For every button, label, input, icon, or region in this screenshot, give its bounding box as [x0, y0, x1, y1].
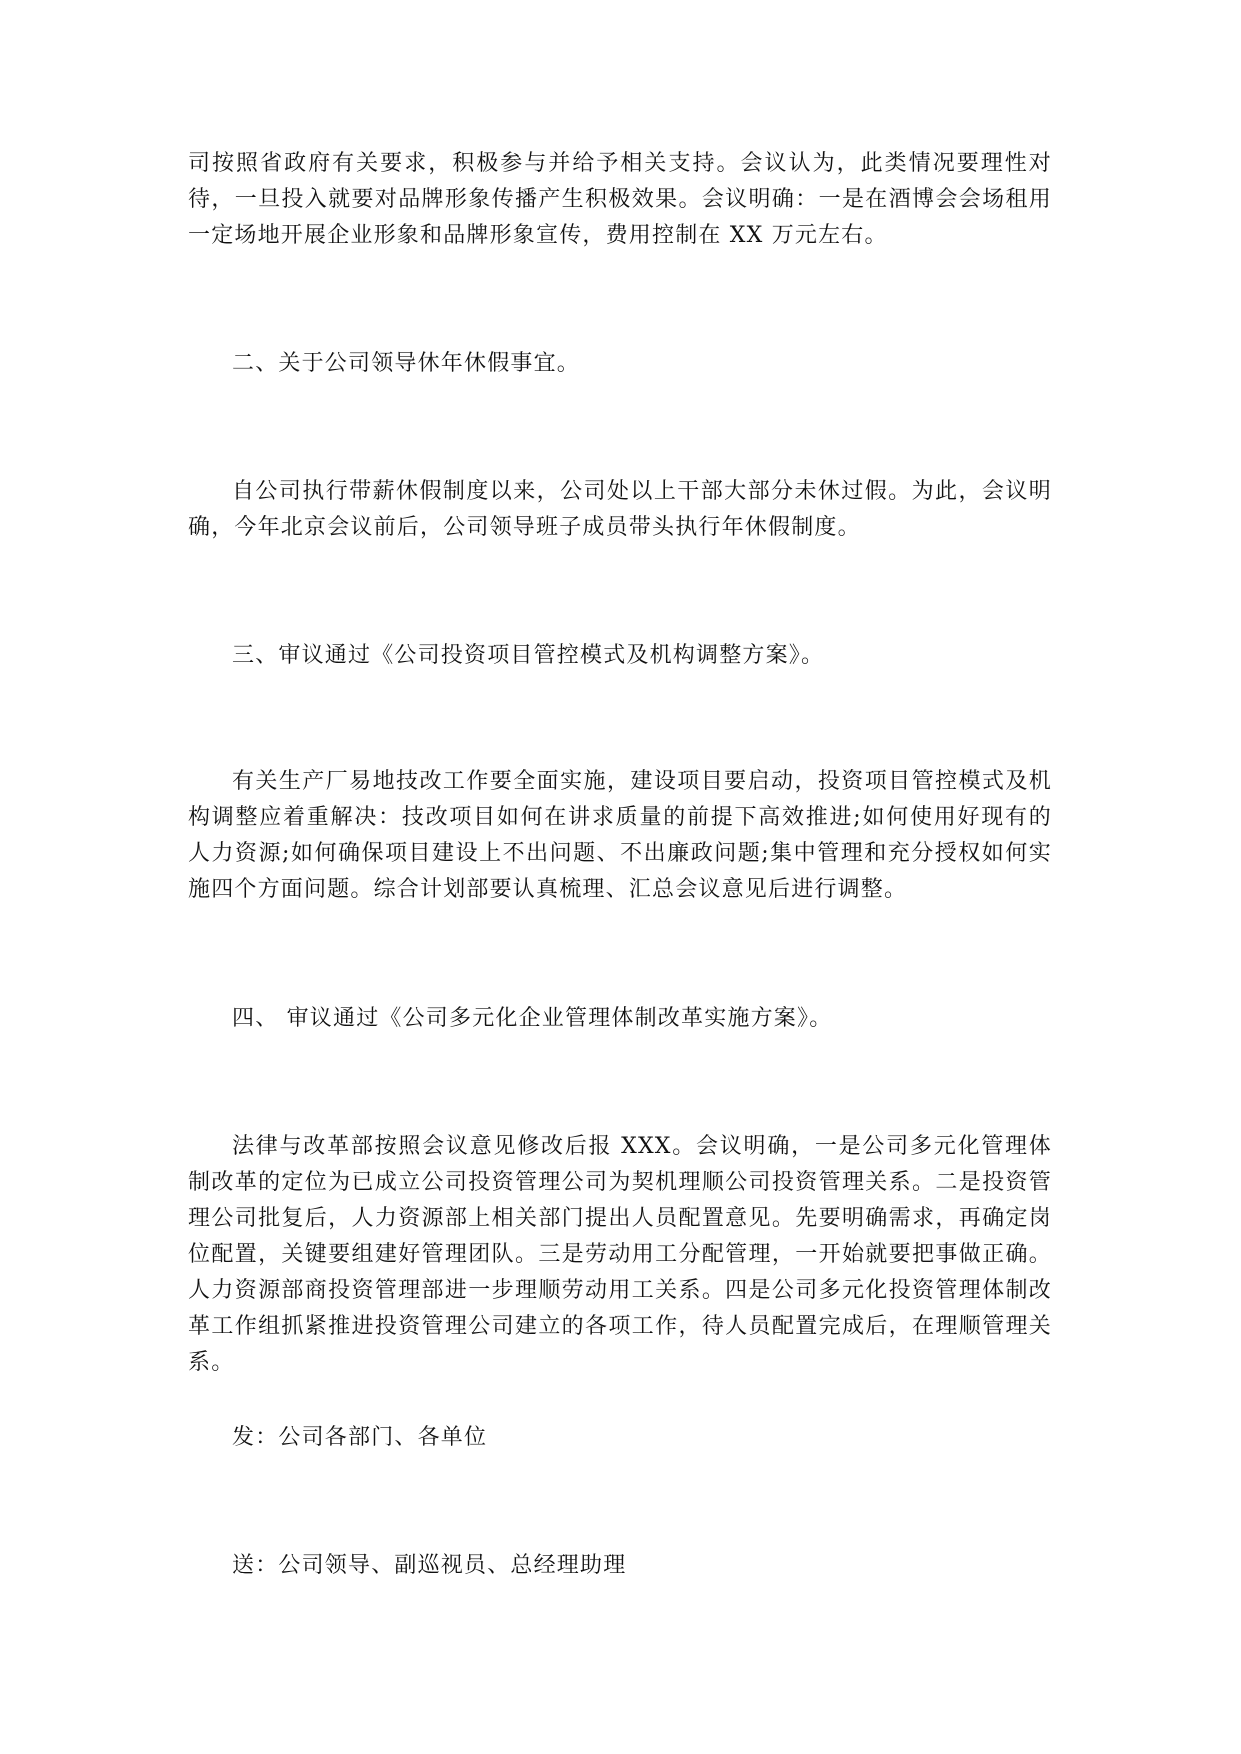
section-heading-4: 四、 审议通过《公司多元化企业管理体制改革实施方案》。 [232, 1006, 833, 1031]
section-heading-2: 二、关于公司领导休年休假事宜。 [232, 351, 581, 376]
copy-to-line: 送：公司领导、副巡视员、总经理助理 [232, 1553, 627, 1578]
paragraph-investment-control: 有关生产厂易地技改工作要全面实施，建设项目要启动，投资项目管控模式及机构调整应着重解决：技改项目如何在讲求质量的前提下高效推进;如何使用好现有的人力资源;如何确保项目建设上不出问题、不出廉政问题;集中管理和充分授权如何实施四个方面问题。综合计划部要认真梳理、汇总会议意见后进行调整。 [188, 769, 1052, 902]
paragraph-reform-plan: 法律与改革部按照会议意见修改后报 XXX。会议明确，一是公司多元化管理体制改革的定位为已成立公司投资管理公司为契机理顺公司投资管理关系。二是投资管理公司批复后，人力资源部上相关部门提出人员配置意见。先要明确需求，再确定岗位配置，关键要组建好管理团队。三是劳动用工分配管理，一开始就要把事做正确。人力资源部商投资管理部进一步理顺劳动用工关系。四是公司多元化投资管理体制改革工作组抓紧推进投资管理公司建立的各项工作，待人员配置完成后，在理顺管理关系。 [188, 1134, 1052, 1375]
paragraph-continuation: 司按照省政府有关要求，积极参与并给予相关支持。会议认为，此类情况要理性对待，一旦投入就要对品牌形象传播产生积极效果。会议明确：一是在酒博会会场租用一定场地开展企业形象和品牌形象宣传，费用控制在 XX 万元左右。 [188, 151, 1052, 248]
distribution-line: 发：公司各部门、各单位 [232, 1425, 488, 1450]
section-heading-3: 三、审议通过《公司投资项目管控模式及机构调整方案》。 [232, 643, 825, 668]
paragraph-leave-policy: 自公司执行带薪休假制度以来，公司处以上干部大部分未休过假。为此，会议明确，今年北京会议前后，公司领导班子成员带头执行年休假制度。 [188, 479, 1052, 540]
